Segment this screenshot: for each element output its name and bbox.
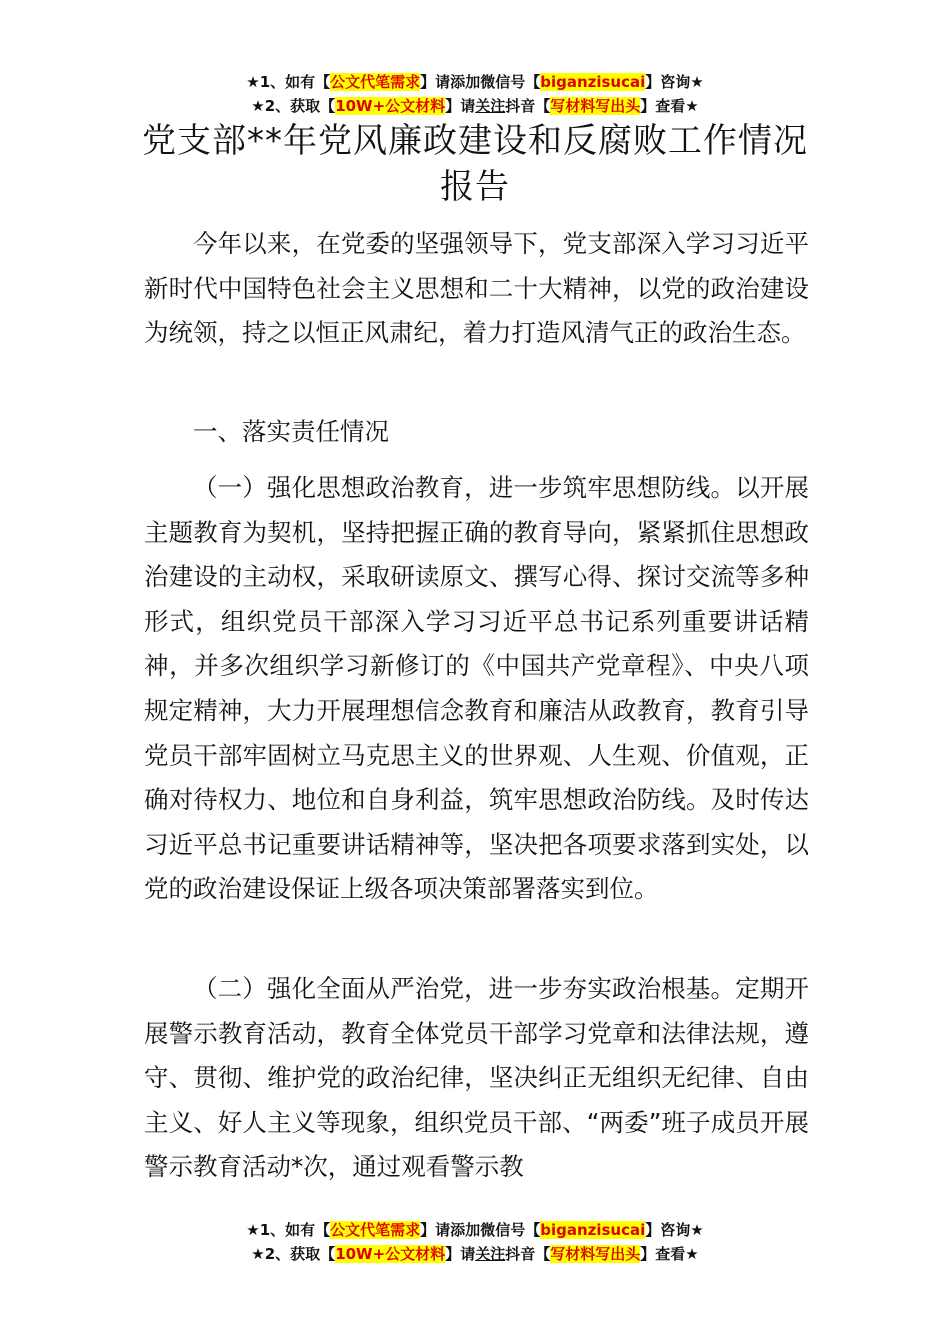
title-line-2: 报告 [440,167,510,207]
banner-text: 】咨询★ [645,1221,704,1239]
banner-text: 】请添 [420,1221,466,1239]
banner-text: 】请添 [420,73,466,91]
banner-emphasis: 加 [465,1221,481,1239]
banner-emphasis: 加 [465,73,481,91]
banner-text: 微信号【 [480,1221,541,1239]
banner-highlight: 公文代笔需求 [330,73,421,91]
top-banner-line-1 [0,70,950,94]
banner-text: 】查看★ [640,97,699,115]
banner-emphasis: 关注 [475,1245,506,1263]
bottom-banner-line-1 [0,1218,950,1242]
banner-text: 抖音【 [505,97,551,115]
banner-wechat-id: biganzisucai [540,1221,646,1239]
banner-text: ★2、获取【 [251,97,336,115]
banner-highlight: 10W+公文材料 [335,1245,446,1263]
banner-text: 】请 [445,1245,476,1263]
document-title [130,118,820,210]
banner-emphasis: 关注 [475,97,506,115]
banner-text: 】咨询★ [645,73,704,91]
banner-text: 】请 [445,97,476,115]
top-banner-line-2 [0,94,950,118]
banner-text: ★1、如有【 [246,1221,331,1239]
banner-text: ★1、如有【 [246,73,331,91]
banner-douyin-id: 写材料写出头 [550,1245,641,1263]
bottom-banner-line-2 [0,1242,950,1266]
banner-text: 抖音【 [505,1245,551,1263]
banner-text: ★2、获取【 [251,1245,336,1263]
paragraph-1: （一）强化思想政治教育，进一步筑牢思想防线。以开展主题教育为契机，坚持把握正确的教育导向，紧紧抓住思想政治建设的主动权，采取研读原文、撰写心得、探讨交流等多种形式，组织党员干部深入学习习近平总书记系列重要讲话精神，并多次组织学习新修订的《中国共产党章程》、中央八项规定精神，大力开展理想信念教育和廉洁从政教育，教育引导党员干部牢固树立马克思主义的世界观、人生观、价值观，正确对待权力、地位和自身利益，筑牢思想政治防线。及时传达习近平总书记重要讲话精神等，坚决把各项要求落到实处，以党的政治建设保证上级各项决策部署落实到位。 [144,473,809,904]
intro-paragraph: 今年以来，在党委的坚强领导下，党支部深入学习习近平新时代中国特色社会主义思想和二十大精神，以党的政治建设为统领，持之以恒正风肃纪，着力打造风清气正的政治生态。 [144,229,809,348]
title-line-1: 党支部**年党风廉政建设和反腐败工作情况 [142,121,808,161]
section-heading: 一、落实责任情况 [193,417,389,446]
banner-highlight: 10W+公文材料 [335,97,446,115]
banner-text: 微信号【 [480,73,541,91]
banner-douyin-id: 写材料写出头 [550,97,641,115]
banner-highlight: 公文代笔需求 [330,1221,421,1239]
banner-text: 】查看★ [640,1245,699,1263]
banner-wechat-id: biganzisucai [540,73,646,91]
paragraph-2: （二）强化全面从严治党，进一步夯实政治根基。定期开展警示教育活动，教育全体党员干部学习党章和法律法规，遵守、贯彻、维护党的政治纪律，坚决纠正无组织无纪律、自由主义、好人主义等现象，组织党员干部、“两委”班子成员开展警示教育活动*次，通过观看警示教 [144,974,809,1182]
